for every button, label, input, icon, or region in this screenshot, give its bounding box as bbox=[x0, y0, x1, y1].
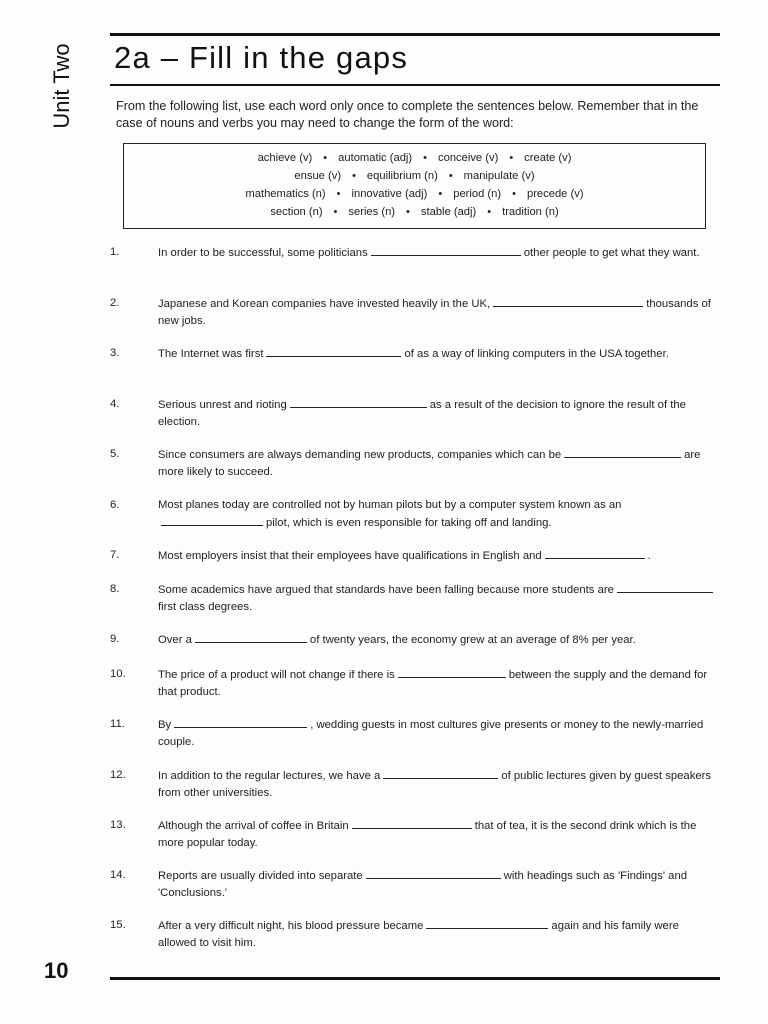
word-list-row bbox=[124, 170, 705, 182]
bullet-separator: • bbox=[333, 206, 338, 218]
instructions: From the following list, use each word only once to complete the sentences below. Remember that in the case of nouns and verbs you may need to change the form of the word: bbox=[116, 99, 699, 130]
question-text bbox=[158, 917, 720, 951]
bullet-separator: • bbox=[323, 152, 328, 164]
question-text bbox=[158, 716, 720, 750]
answer-blank bbox=[371, 244, 521, 256]
answer-blank bbox=[398, 666, 506, 678]
sentence-fragment: Reports are usually divided into separate bbox=[158, 870, 363, 882]
question-number: 7. bbox=[110, 549, 120, 561]
question-text bbox=[158, 867, 720, 901]
sentence-fragment: as a result of the decision to ignore the result of the election. bbox=[158, 399, 686, 428]
question-text bbox=[158, 497, 720, 531]
word-list-row bbox=[124, 152, 705, 164]
question-text bbox=[158, 396, 720, 430]
question-number: 3. bbox=[110, 347, 120, 359]
sentence-fragment: In order to be successful, some politicians bbox=[158, 247, 368, 259]
question-number: 15. bbox=[110, 919, 126, 931]
page-number: 10 bbox=[44, 958, 69, 983]
sentence-fragment: between the supply and the demand for that product. bbox=[158, 669, 708, 698]
sentence-fragment: The price of a product will not change if there is bbox=[158, 669, 395, 681]
sentence-fragment: other people to get what they want. bbox=[523, 247, 700, 259]
sentence-fragment: , wedding guests in most cultures give presents or money to the newly-married couple. bbox=[158, 719, 704, 748]
question-number: 1. bbox=[110, 246, 120, 258]
sentence-fragment: By bbox=[158, 719, 172, 731]
top-rule bbox=[110, 33, 720, 36]
question-number: 9. bbox=[110, 633, 120, 645]
question-number: 14. bbox=[110, 869, 126, 881]
bullet-separator: • bbox=[406, 206, 410, 218]
unit-label-text: Unit Two bbox=[49, 43, 74, 129]
word-item: achieve (v) bbox=[257, 152, 313, 164]
question-number: 2. bbox=[110, 297, 120, 309]
question-text bbox=[158, 446, 720, 480]
word-item: precede (v) bbox=[526, 188, 584, 200]
answer-blank bbox=[290, 396, 427, 408]
bullet-separator: • bbox=[512, 188, 516, 200]
question-number: 12. bbox=[110, 769, 126, 781]
answer-blank bbox=[366, 867, 501, 879]
word-item: manipulate (v) bbox=[463, 170, 535, 182]
question-text bbox=[158, 631, 720, 649]
word-item: conceive (v) bbox=[438, 152, 499, 164]
sentence-fragment: first class degrees. bbox=[158, 600, 253, 613]
question-text bbox=[158, 547, 720, 565]
bullet-separator: • bbox=[438, 188, 443, 200]
question-text bbox=[158, 666, 720, 700]
question-text bbox=[158, 244, 720, 262]
word-item: period (n) bbox=[453, 188, 502, 200]
sentence-fragment: of twenty years, the economy grew at an average of 8% per year. bbox=[309, 634, 636, 646]
bullet-separator: • bbox=[509, 152, 514, 164]
sentence-fragment: Although the arrival of coffee in Britain bbox=[158, 820, 349, 832]
word-item: mathematics (n) bbox=[245, 188, 326, 200]
word-item: ensue (v) bbox=[294, 170, 342, 182]
sentence-fragment: are more likely to succeed. bbox=[158, 449, 701, 478]
answer-blank bbox=[195, 631, 307, 643]
sentence-fragment: Most employers insist that their employees have qualifications in English and bbox=[158, 550, 542, 562]
bullet-separator: • bbox=[487, 206, 492, 218]
answer-blank bbox=[426, 917, 548, 929]
bullet-separator: • bbox=[423, 152, 427, 164]
word-list-row bbox=[124, 206, 705, 218]
word-item: automatic (adj) bbox=[338, 152, 413, 164]
answer-blank bbox=[161, 514, 263, 526]
answer-blank bbox=[617, 581, 713, 593]
answer-blank bbox=[564, 446, 681, 458]
unit-label bbox=[42, 36, 82, 136]
word-item: stable (adj) bbox=[420, 206, 477, 218]
sentence-fragment: Over a bbox=[158, 634, 192, 646]
word-list-box bbox=[123, 143, 706, 229]
answer-blank bbox=[493, 295, 643, 307]
question-text bbox=[158, 345, 720, 363]
bullet-separator: • bbox=[336, 188, 341, 200]
question-number: 8. bbox=[110, 583, 120, 595]
answer-blank bbox=[174, 716, 307, 728]
word-item: innovative (adj) bbox=[351, 188, 428, 200]
sentence-fragment: Since consumers are always demanding new products, companies which can be bbox=[158, 449, 562, 461]
bullet-separator: • bbox=[352, 170, 356, 182]
page-title: 2a – Fill in the gaps bbox=[114, 40, 409, 75]
sentence-fragment: with headings such as 'Findings' and 'Conclusions.' bbox=[158, 870, 688, 899]
question-number: 10. bbox=[110, 668, 126, 680]
sentence-fragment: of as a way of linking computers in the USA together. bbox=[404, 348, 669, 360]
sentence-fragment: The Internet was first bbox=[158, 348, 264, 360]
bullet-separator: • bbox=[448, 170, 453, 182]
answer-blank bbox=[352, 817, 472, 829]
word-item: equilibrium (n) bbox=[366, 170, 438, 182]
sentence-fragment: Serious unrest and rioting bbox=[158, 399, 287, 411]
sentence-fragment: After a very difficult night, his blood pressure became bbox=[158, 920, 424, 932]
question-number: 13. bbox=[110, 819, 126, 831]
question-text bbox=[158, 767, 720, 801]
question-number: 5. bbox=[110, 448, 120, 460]
question-text bbox=[158, 581, 720, 615]
sentence-fragment: thousands of new jobs. bbox=[158, 298, 711, 327]
word-list-row bbox=[124, 188, 705, 200]
answer-blank bbox=[383, 767, 498, 779]
word-item: create (v) bbox=[524, 152, 572, 164]
sentence-fragment: of public lectures given by guest speakers from other universities. bbox=[158, 770, 712, 799]
question-text bbox=[158, 817, 720, 851]
bottom-rule bbox=[110, 977, 720, 980]
sentence-fragment: Most planes today are controlled not by human pilots but by a computer system known as an bbox=[158, 499, 622, 511]
word-item: series (n) bbox=[348, 206, 396, 218]
sentence-fragment: In addition to the regular lectures, we have a bbox=[158, 770, 381, 782]
question-number: 4. bbox=[110, 398, 120, 410]
sentence-fragment: pilot, which is even responsible for taking off and landing. bbox=[266, 516, 552, 529]
answer-blank bbox=[266, 345, 401, 357]
question-number: 11. bbox=[110, 718, 125, 730]
sentence-fragment: that of tea, it is the second drink which is the more popular today. bbox=[158, 820, 697, 849]
word-item: section (n) bbox=[270, 206, 323, 218]
sentence-fragment: Japanese and Korean companies have invested heavily in the UK, bbox=[158, 298, 491, 310]
answer-blank bbox=[545, 547, 645, 559]
question-number: 6. bbox=[110, 499, 120, 511]
sentence-fragment: Some academics have argued that standards have been falling because more students are bbox=[158, 584, 614, 596]
sentence-fragment: again and his family were allowed to visit him. bbox=[158, 920, 679, 949]
sentence-fragment: . bbox=[647, 550, 651, 562]
title-rule bbox=[110, 84, 720, 86]
word-item: tradition (n) bbox=[502, 206, 559, 218]
question-text bbox=[158, 295, 720, 329]
